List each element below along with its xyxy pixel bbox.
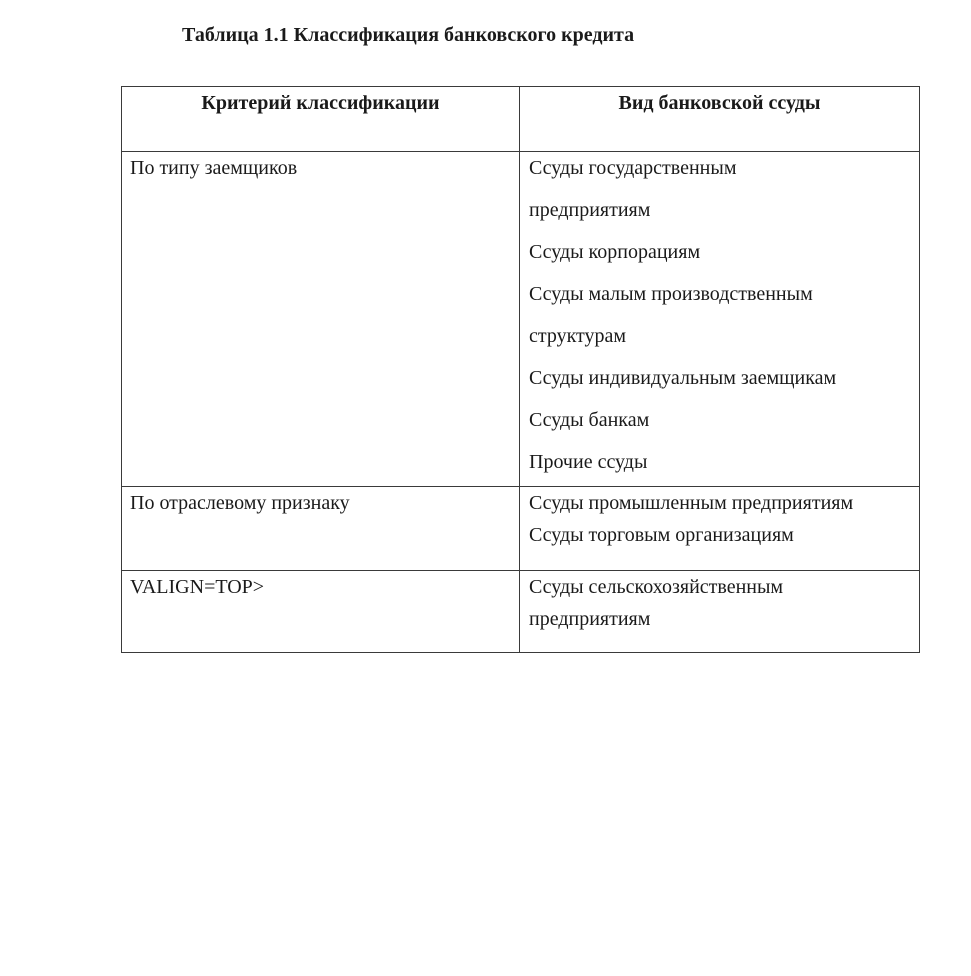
loan-types-cell	[520, 571, 920, 653]
loan-type-item: Ссуды государственным	[529, 157, 737, 179]
loan-type-item: Ссуды малым производственным	[529, 283, 813, 305]
header-criterion: Критерий классификации	[122, 87, 520, 152]
table-header-row	[122, 87, 920, 152]
loan-type-item: Ссуды торговым организациям	[529, 524, 794, 546]
loan-type-item: Ссуды сельскохозяйственным	[529, 576, 784, 598]
loan-type-item: Прочие ссуды	[529, 451, 648, 473]
table-row	[122, 571, 920, 653]
loan-type-item: Ссуды банкам	[529, 409, 650, 431]
table-row	[122, 487, 920, 571]
loan-type-item: Ссуды промышленным предприятиям	[529, 492, 854, 514]
loan-type-item: предприятиям	[529, 199, 651, 221]
classification-table	[121, 86, 920, 653]
loan-type-item: предприятиям	[529, 608, 651, 630]
criterion-cell: По типу заемщиков	[122, 152, 520, 487]
table-row	[122, 152, 920, 487]
loan-type-item: Ссуды корпорациям	[529, 241, 701, 263]
header-loan-type: Вид банковской ссуды	[520, 87, 920, 152]
loan-type-item: структурам	[529, 325, 627, 347]
loan-types-cell	[520, 487, 920, 571]
loan-type-item: Ссуды индивидуальным заемщикам	[529, 367, 837, 389]
criterion-cell: VALIGN=TOP>	[122, 571, 520, 653]
loan-types-cell	[520, 152, 920, 487]
table-caption: Таблица 1.1 Классификация банковского кредита	[182, 24, 635, 46]
criterion-cell: По отраслевому признаку	[122, 487, 520, 571]
